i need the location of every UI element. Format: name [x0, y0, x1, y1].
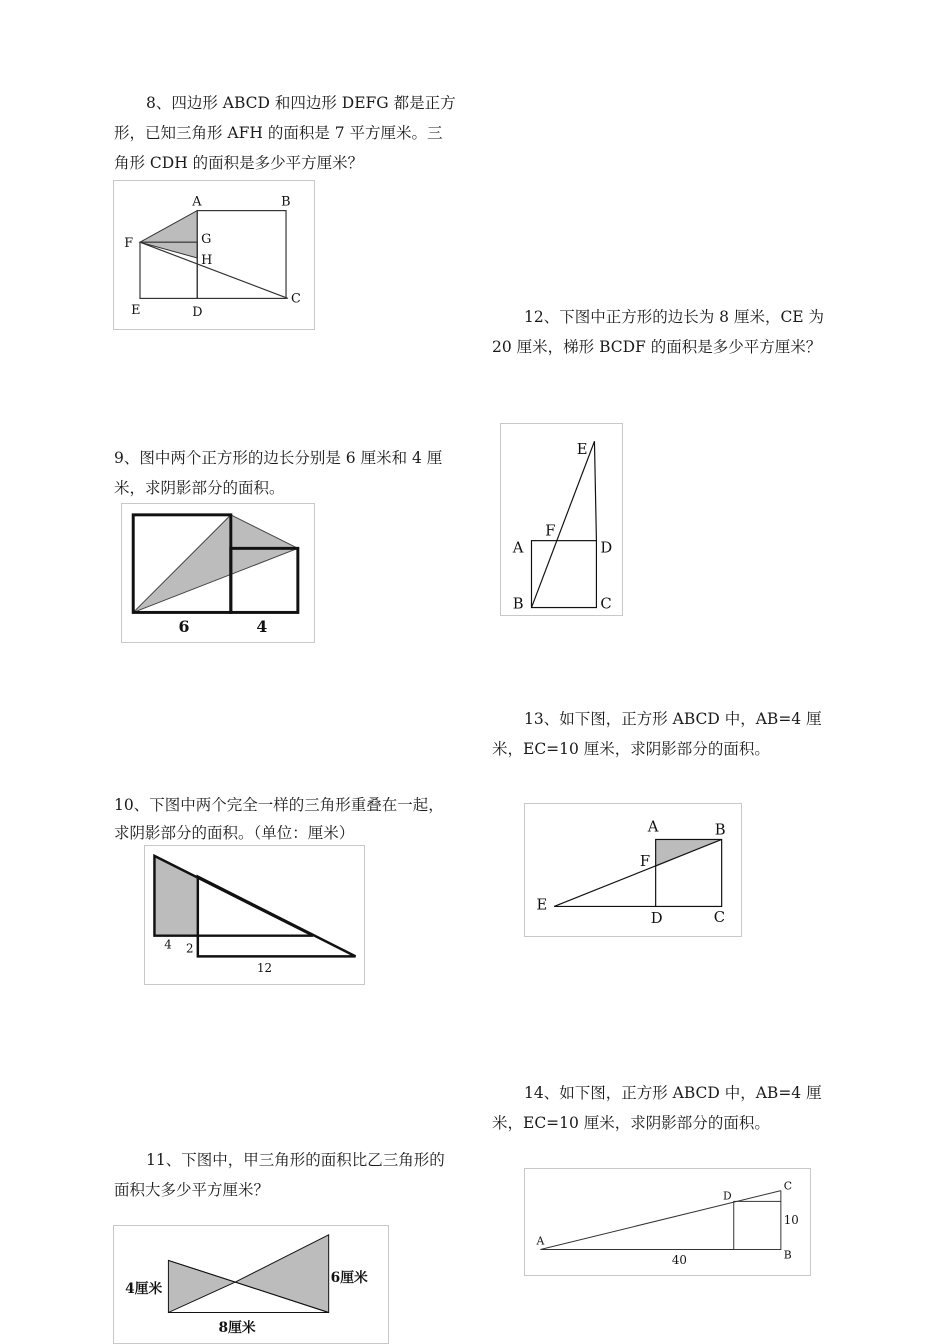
- label-d: D: [650, 910, 663, 928]
- label-c: C: [713, 909, 726, 927]
- label-c: C: [783, 1179, 793, 1193]
- question-10: [114, 791, 444, 847]
- label-d: D: [722, 1189, 732, 1203]
- label-len-4: 4: [164, 937, 172, 952]
- question-line: 米，EC=10 厘米，求阴影部分的面积。: [492, 740, 770, 758]
- question-11: [114, 1145, 445, 1205]
- question-line: 求阴影部分的面积。（单位：厘米）: [114, 824, 355, 842]
- label-len-12: 12: [256, 961, 272, 976]
- figure-q10: [144, 845, 365, 985]
- question-line: 11、下图中，甲三角形的面积比乙三角形的: [146, 1151, 445, 1169]
- label-f: F: [639, 853, 651, 871]
- label-height-left: 4厘米: [125, 1280, 163, 1297]
- label-e: E: [131, 303, 141, 319]
- label-d: D: [600, 539, 613, 557]
- label-len-10: 10: [783, 1212, 799, 1227]
- label-len-40: 40: [671, 1253, 687, 1268]
- question-12: [492, 302, 824, 362]
- question-line: 8、四边形 ABCD 和四边形 DEFG 都是正方: [146, 94, 456, 112]
- label-h: H: [201, 252, 213, 268]
- question-13: [492, 704, 822, 764]
- label-len-4: 4: [256, 617, 268, 637]
- label-d: D: [192, 305, 203, 321]
- label-c: C: [290, 291, 301, 307]
- label-g: G: [201, 232, 212, 248]
- label-len-2: 2: [185, 941, 194, 956]
- label-f: F: [124, 236, 134, 252]
- question-line: 14、如下图，正方形 ABCD 中，AB=4 厘: [524, 1084, 822, 1102]
- figure-q12: [500, 423, 623, 616]
- question-line: 20 厘米，梯形 BCDF 的面积是多少平方厘米？: [492, 338, 822, 356]
- label-f: F: [545, 522, 556, 540]
- label-a: A: [647, 818, 659, 836]
- question-line: 12、下图中正方形的边长为 8 厘米，CE 为: [524, 308, 825, 326]
- question-8: [114, 88, 456, 178]
- question-line: 9、图中两个正方形的边长分别是 6 厘米和 4 厘: [114, 449, 443, 467]
- question-line: 角形 CDH 的面积是多少平方厘米？: [114, 154, 364, 172]
- label-a: A: [536, 1234, 545, 1248]
- question-line: 形，已知三角形 AFH 的面积是 7 平方厘米。三: [114, 124, 443, 142]
- label-b: B: [714, 821, 726, 839]
- figure-q8: [113, 180, 315, 330]
- label-height-right: 6厘米: [330, 1270, 368, 1287]
- label-a: A: [192, 194, 202, 210]
- figure-q11: [113, 1225, 389, 1344]
- label-e: E: [536, 896, 548, 914]
- label-b: B: [783, 1248, 792, 1262]
- label-base: 8厘米: [218, 1320, 256, 1337]
- question-9: [114, 443, 442, 503]
- question-line: 13、如下图，正方形 ABCD 中，AB=4 厘: [524, 710, 822, 728]
- question-14: [492, 1078, 822, 1138]
- label-b: B: [512, 595, 524, 613]
- question-line: 面积大多少平方厘米？: [114, 1181, 270, 1199]
- label-e: E: [576, 441, 588, 459]
- figure-q13: [524, 803, 742, 937]
- question-line: 米，求阴影部分的面积。: [114, 479, 285, 497]
- label-len-6: 6: [178, 617, 190, 637]
- question-line: 米，EC=10 厘米，求阴影部分的面积。: [492, 1114, 770, 1132]
- figure-q14: [524, 1168, 811, 1276]
- label-c: C: [600, 595, 612, 613]
- label-b: B: [281, 194, 291, 210]
- question-line: 10、下图中两个完全一样的三角形重叠在一起，: [114, 796, 444, 814]
- figure-q9: [121, 503, 315, 643]
- label-a: A: [512, 539, 524, 557]
